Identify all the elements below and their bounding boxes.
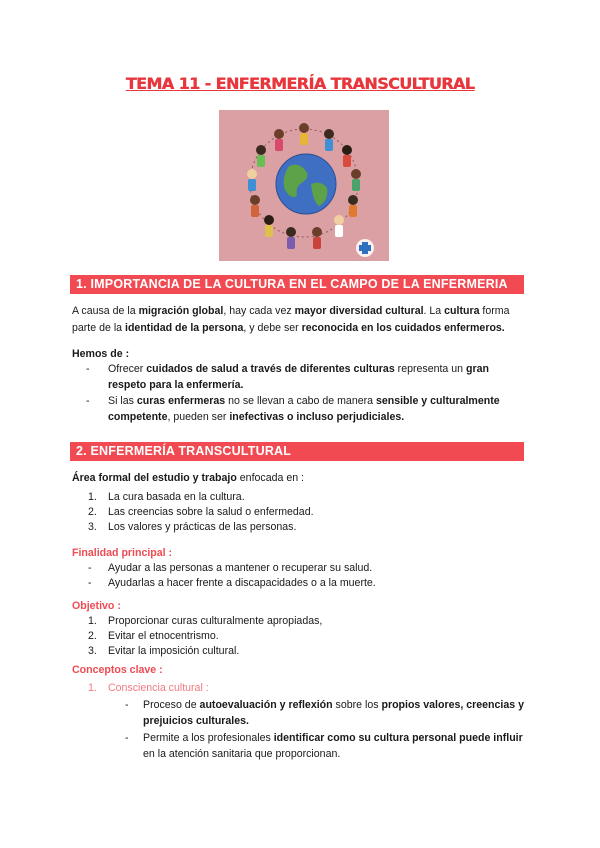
bullet-dash: - [125,732,129,744]
text-run: sobre los [332,699,382,711]
text-run: curas enfermeras [136,395,226,407]
list-item-text: La cura basada en la cultura. [108,491,245,503]
text-run: en la atención sanitaria que proporcionan. [143,748,341,760]
hemos-list [86,361,526,425]
text-run: Ofrecer [108,363,147,375]
list-item [125,697,528,729]
list-marker: 3. [88,521,97,533]
area-list [88,490,518,535]
list-marker: 2. [88,506,97,518]
text-run: Permite a los profesionales [143,732,274,744]
text-run: identificar como su cultura personal puede influir [273,732,523,744]
objetivo-label: Objetivo : [72,600,121,612]
conceptos-list [88,680,528,763]
text-run: gran respeto para la enfermería. [108,363,489,391]
text-run: reconocida en los cuidados enfermeros. [301,322,505,334]
text-run: Si las [108,395,137,407]
text-run: forma parte de la [72,305,510,334]
concept-sublist [125,697,528,762]
list-marker: 2. [88,630,97,642]
list-item-text [143,730,528,762]
text-run: migración global [138,305,224,317]
text-run: no se llevan a cabo de manera [225,395,376,407]
list-item [88,561,518,576]
text-run: sensible y culturalmente competente [108,395,500,423]
text-run: cuidados de salud a través de diferentes culturas [146,363,395,375]
list-item-text: Proporcionar curas culturalmente apropiadas, [108,615,323,627]
text-run: , hay cada vez [223,305,295,317]
list-item [88,505,518,520]
list-item [88,629,518,644]
list-item [88,576,518,591]
list-item-text: Las creencias sobre la salud o enfermedad. [108,506,314,518]
list-item [88,644,518,659]
page-title: TEMA 11 - ENFERMERÍA TRANSCULTURAL [125,74,475,93]
list-item-text [143,697,528,729]
list-item [125,730,528,762]
list-item-text [108,393,526,425]
list-item [88,490,518,505]
list-marker: 1. [88,682,97,694]
section-heading-2: 2. ENFERMERÍA TRANSCULTURAL [70,442,524,461]
text-run: autoevaluación y reflexión [199,699,333,711]
text-run: representa un [394,363,466,375]
list-item-text: Ayudarlas a hacer frente a discapacidades o a la muerte. [108,577,376,589]
list-item-text [108,361,526,393]
conceptos-label: Conceptos clave : [72,664,163,676]
text-run: Proceso de [143,699,200,711]
section1-intro [72,303,532,337]
concept-heading [88,680,528,696]
list-marker: 1. [88,491,97,503]
list-item [88,520,518,535]
text-run: inefectivas o incluso perjudiciales. [229,411,405,423]
hemos-label: Hemos de : [72,348,130,360]
bullet-dash: - [125,699,129,711]
text-run: , pueden ser [167,411,230,423]
bullet-dash: - [86,363,90,375]
text-run: , y debe ser [243,322,302,334]
list-marker: 1. [88,615,97,627]
finalidad-label: Finalidad principal : [72,547,173,559]
section-heading-1: 1. IMPORTANCIA DE LA CULTURA EN EL CAMPO DE LA ENFERMERIA [70,275,524,294]
text-run: cultura [444,305,480,317]
text-run: mayor diversidad cultural [294,305,424,317]
concept-label: Consciencia cultural : [108,682,209,694]
list-item [88,614,518,629]
list-marker: 3. [88,645,97,657]
finalidad-list [88,561,518,591]
list-marker: - [88,562,92,574]
list-item [86,361,526,393]
list-item-text: Ayudar a las personas a mantener o recuperar su salud. [108,562,373,574]
area-paragraph: Área formal del estudio y trabajo enfocada en : [72,472,304,484]
list-marker: - [88,577,92,589]
objetivo-list [88,614,518,659]
text-run: propios valores, creencias y prejuicios culturales. [143,699,524,727]
text-run: A causa de la [72,305,139,317]
list-item-text: Evitar el etnocentrismo. [108,630,219,642]
text-run: identidad de la persona [125,322,244,334]
text-run: . La [423,305,445,317]
list-item-text: Los valores y prácticas de las personas. [108,521,297,533]
globe-children-icon [219,110,389,261]
list-item-text: Evitar la imposición cultural. [108,645,240,657]
list-item [86,393,526,425]
bullet-dash: - [86,395,90,407]
cultural-globe-illustration [219,110,389,261]
